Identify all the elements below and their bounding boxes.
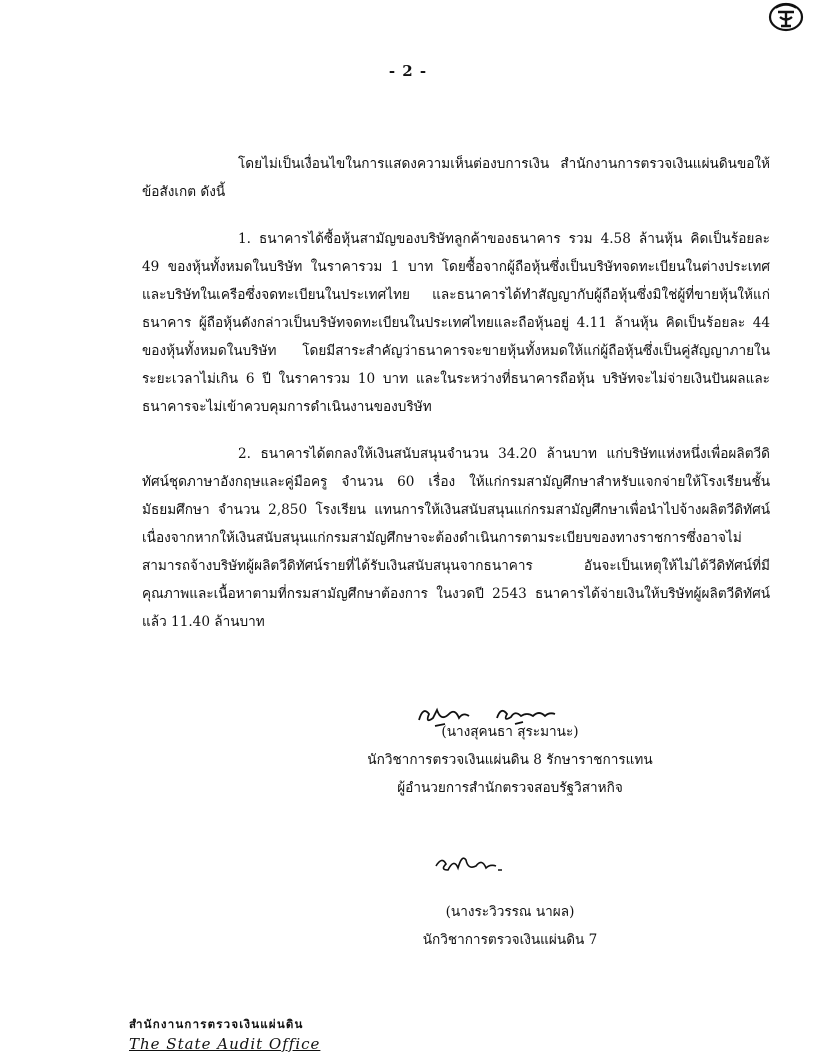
paragraph-observation-1: 1. ธนาคารได้ซื้อหุ้นสามัญของบริษัทลูกค้าของธนาคาร รวม 4.58 ล้านหุ้น คิดเป็นร้อยละ 49 ของหุ้นทั้งหมดในบริษัท ในราคารวม 1 บาท โดยซื้อจากผู้ถือหุ้นซึ่งเป็นบริษัทจดทะเบียนในต่างประเทศและบริษัทในเครือซึ่งจดทะเบียนในประเทศไทย และธนาคารได้ทำสัญญากับผู้ถือหุ้นซึ่งมิใช่ผู้ที่ขายหุ้นให้แก่ธนาคาร ผู้ถือหุ้นดังกล่าวเป็นบริษัทจดทะเบียนในประเทศไทยและถือหุ้นอยู่ 4.11 ล้านหุ้น คิดเป็นร้อยละ 44 ของหุ้นทั้งหมดในบริษัท โดยมีสาระสำคัญว่าธนาคารจะขายหุ้นทั้งหมดให้แก่ผู้ถือหุ้นซึ่งเป็นคู่สัญญาภายในระยะเวลาไม่เกิน 6 ปี ในราคารวม 10 บาท และในระหว่างที่ธนาคารถือหุ้น บริษัทจะไม่จ่ายเงินปันผลและธนาคารจะไม่เข้าควบคุมการดำเนินงานของบริษัท xyxy=(142,231,770,415)
signer-1-title-line1: นักวิชาการตรวจเงินแผ่นดิน 8 รักษาราชการแทน xyxy=(367,752,653,768)
signer-1-name: (นางสุคนธา สุระมานะ) xyxy=(441,724,579,740)
signer-2-title-line1: นักวิชาการตรวจเงินแผ่นดิน 7 xyxy=(422,932,598,948)
footer-org-thai: สำนักงานการตรวจเงินแผ่นดิน xyxy=(129,1017,304,1031)
signature-2-handwriting xyxy=(432,850,512,876)
signature-block-2 xyxy=(300,898,720,954)
footer-org-english: The State Audit Office xyxy=(129,1035,321,1053)
document-body xyxy=(142,150,770,655)
signature-block-1 xyxy=(300,718,720,802)
paragraph-intro: โดยไม่เป็นเงื่อนไขในการแสดงความเห็นต่องบการเงิน สำนักงานการตรวจเงินแผ่นดินขอให้ข้อสังเกต ดังนี้ xyxy=(142,156,770,200)
page-number: - 2 - xyxy=(388,62,428,80)
footer-org xyxy=(129,1016,320,1053)
paragraph-observation-2: 2. ธนาคารได้ตกลงให้เงินสนับสนุนจำนวน 34.20 ล้านบาท แก่บริษัทแห่งหนึ่งเพื่อผลิตวีดิทัศน์ชุดภาษาอังกฤษและคู่มือครู จำนวน 60 เรื่อง ให้แก่กรมสามัญศึกษาสำหรับแจกจ่ายให้โรงเรียนชั้นมัธยมศึกษา จำนวน 2,850 โรงเรียน แทนการให้เงินสนับสนุนแก่กรมสามัญศึกษาเพื่อนำไปจ้างผลิตวีดิทัศน์ เนื่องจากหากให้เงินสนับสนุนแก่กรมสามัญศึกษาจะต้องดำเนินการตามระเบียบของทางราชการซึ่งอาจไม่สามารถจ้างบริษัทผู้ผลิตวีดิทัศน์รายที่ได้รับเงินสนับสนุนจากธนาคาร อันจะเป็นเหตุให้ไม่ได้วีดิทัศน์ที่มีคุณภาพและเนื้อหาตามที่กรมสามัญศึกษาต้องการ ในงวดปี 2543 ธนาคารได้จ่ายเงินให้บริษัทผู้ผลิตวีดิทัศน์แล้ว 11.40 ล้านบาท xyxy=(142,446,770,630)
signer-2-name: (นางระวิวรรณ นาผล) xyxy=(445,904,575,920)
audit-office-emblem-icon xyxy=(766,2,806,36)
signer-1-title-line2: ผู้อำนวยการสำนักตรวจสอบรัฐวิสาหกิจ xyxy=(397,780,623,796)
